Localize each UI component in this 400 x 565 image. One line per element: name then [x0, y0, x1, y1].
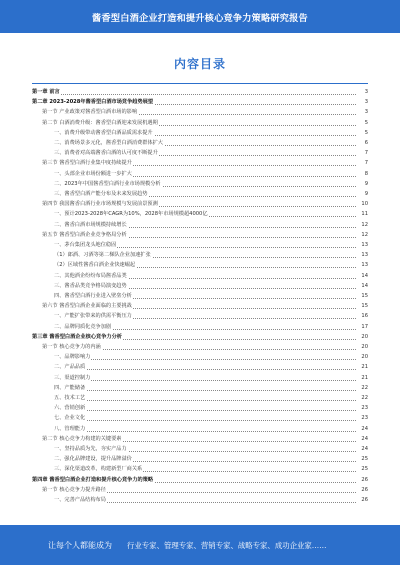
- toc-entry[interactable]: [54, 241, 368, 250]
- toc-entry-text: 二、产品品质: [54, 364, 86, 371]
- toc-page-number: 15: [361, 303, 368, 310]
- toc-entry[interactable]: [54, 251, 368, 260]
- toc-page-number: 9: [364, 191, 368, 197]
- toc-entry-text: 二、2023年中国酱香型白酒行业市场规模分析: [54, 180, 161, 187]
- toc-entry-text: 第二节 核心竞争力构建的关键要素: [42, 435, 122, 442]
- toc-page-number: 13: [361, 252, 368, 259]
- toc-entry-text: 第四章 酱香型白酒企业打造和提升核心竞争力的策略: [32, 476, 154, 483]
- toc-page-number: 21: [361, 364, 368, 371]
- toc-entry[interactable]: [42, 486, 368, 495]
- toc-entry-text: 二、其他酒企纷纷布局酱香品类: [54, 272, 127, 279]
- toc-entry-text: 三、消费者对高端酱香白酒的认可度不断提升: [54, 150, 158, 157]
- toc-entry-text: 第六节 酱香型白酒企业面临的主要挑战: [42, 303, 132, 310]
- toc-entry[interactable]: [54, 353, 368, 362]
- toc-page-number: 24: [361, 435, 368, 442]
- toc-leader-dots: [54, 420, 356, 421]
- toc-entry-text: 一、完善产品结构布局: [54, 497, 106, 503]
- toc-entry[interactable]: [54, 394, 368, 403]
- toc-page-number: 20: [361, 354, 368, 361]
- toc-entry-text: 一、产能扩张带来的供需平衡压力: [54, 313, 132, 320]
- toc-leader-dots: [54, 400, 356, 401]
- toc-page-number: 25: [361, 456, 368, 463]
- toc-page-number: 7: [364, 150, 368, 157]
- toc-entry-text: 一、品牌影响力: [54, 354, 91, 361]
- toc-leader-dots: [54, 369, 356, 370]
- toc-entry[interactable]: [42, 302, 368, 311]
- toc-entry[interactable]: [32, 98, 368, 107]
- toc-page-number: 5: [364, 119, 368, 126]
- toc-entry[interactable]: [54, 496, 368, 505]
- toc-entry-text: （2）区域性酱香白酒企业快速崛起: [54, 262, 136, 269]
- toc-entry-text: 六、营销创新: [54, 405, 86, 412]
- toc-entry-text: 二、酱香白酒市场规模持续增长: [54, 221, 127, 228]
- toc-entry[interactable]: [54, 455, 368, 464]
- toc-leader-dots: [32, 94, 356, 95]
- toc-page-number: 13: [361, 262, 368, 269]
- toc-page-number: 26: [361, 486, 368, 493]
- toc-leader-dots: [54, 390, 356, 391]
- toc-page-number: 5: [364, 129, 368, 136]
- toc-title: 内容目录: [173, 57, 226, 71]
- toc-entry-text: 四、产能储备: [54, 384, 86, 391]
- toc-entry[interactable]: [54, 404, 368, 413]
- toc-page-number: 3: [364, 109, 368, 116]
- toc-entry[interactable]: [54, 363, 368, 372]
- title-divider: [32, 83, 368, 84]
- toc-entry-text: 一、消费升级带动酱香型白酒品质需求提升: [54, 129, 153, 136]
- toc-page-number: 21: [361, 374, 368, 381]
- toc-entry-text: 二、品牌同质化竞争加剧: [54, 323, 112, 330]
- toc-page-number: 22: [361, 384, 368, 391]
- toc-page-number: 24: [361, 446, 368, 452]
- toc-entry[interactable]: [54, 261, 368, 270]
- toc-page-number: 11: [361, 211, 368, 218]
- toc-entry[interactable]: [54, 425, 368, 434]
- toc-leader-dots: [54, 410, 356, 411]
- toc-entry-text: 第三节 酱香型白酒行业集中度持续提升: [42, 160, 132, 167]
- toc-entry-text: （1）郎酒、习酒等第二梯队企业加速扩张: [54, 252, 151, 259]
- toc-entry[interactable]: [54, 374, 368, 383]
- toc-entry[interactable]: [42, 231, 368, 240]
- toc-entry-text: 八、管理能力: [54, 425, 86, 432]
- toc-page-number: 3: [364, 99, 368, 106]
- toc-page-number: 23: [361, 415, 368, 422]
- toc-entry-text: 二、消费场景多元化，酱香型白酒消费群体扩大: [54, 140, 163, 146]
- toc-entry-text: 三、酱香型白酒产能分布及未来发展趋势: [54, 191, 148, 197]
- toc-entry[interactable]: [54, 221, 368, 230]
- toc-page-number: 7: [364, 160, 368, 167]
- toc-entry-text: 第五节 酱香型白酒企业竞争格局分析: [42, 231, 127, 238]
- toc-entry[interactable]: [54, 210, 368, 219]
- toc-page-number: 14: [361, 282, 368, 289]
- toc-entry-text: 第一节 产业政策对酱香型白酒市场的影响: [42, 109, 138, 116]
- header-banner: [0, 0, 400, 33]
- toc-page-number: 13: [361, 242, 368, 248]
- toc-entry-text: 四、酱香型白酒行业进入壁垒分析: [54, 293, 132, 299]
- toc-page-number: 10: [361, 201, 368, 208]
- toc-entry[interactable]: [42, 119, 368, 128]
- toc-entry-text: 第一章 前言: [32, 89, 60, 95]
- footer-banner: [0, 525, 400, 565]
- footer-roles: 行业专家、管理专家、营销专家、战略专家、成功企业家……: [127, 541, 327, 550]
- toc-page-number: 3: [364, 89, 368, 95]
- toc-entry[interactable]: [54, 129, 368, 138]
- toc-page-number: 9: [364, 180, 368, 187]
- toc-page-number: 25: [361, 466, 368, 473]
- toc-entry-text: 三、深化渠道改革，构建新型厂商关系: [54, 466, 143, 473]
- toc-entry-text: 第一节 核心竞争力提升路径: [42, 486, 106, 493]
- toc-page-number: 20: [361, 333, 368, 340]
- toc-entry[interactable]: [42, 435, 368, 444]
- toc-entry-text: 一、预计2023-2028年CAGR为10%，2028年市场规模超4000亿: [54, 211, 208, 218]
- toc-entry[interactable]: [54, 180, 368, 189]
- toc-entry-text: 第四节 我国酱香白酒行业市场规模与发展前景预测: [42, 201, 158, 208]
- report-title: 酱香型白酒企业打造和提升核心竞争力策略研究报告: [92, 13, 308, 24]
- toc-entry[interactable]: [32, 88, 368, 97]
- toc-entry[interactable]: [54, 190, 368, 199]
- toc-page-number: 6: [364, 140, 368, 146]
- toc-entry-text: 三、渠道控制力: [54, 374, 91, 381]
- toc-page-number: 20: [361, 344, 368, 350]
- document-page: [20, 33, 380, 525]
- toc-entry[interactable]: [54, 384, 368, 393]
- toc-entry-text: 一、坚持品质为先，夯实产品力: [54, 446, 127, 452]
- toc-entry-text: 三、酱香品类竞争格局演变趋势: [54, 282, 127, 289]
- toc-entry[interactable]: [54, 414, 368, 423]
- toc-page-number: 8: [364, 170, 368, 177]
- toc-page-number: 26: [361, 497, 368, 503]
- toc-entry-text: 二、强化品牌建设，提升品牌溢价: [54, 456, 132, 463]
- toc-entry-text: 七、企业文化: [54, 415, 86, 422]
- toc-entry-text: 第一节 核心竞争力的内涵: [42, 344, 101, 350]
- toc-leader-dots: [54, 359, 356, 360]
- toc-entry[interactable]: [54, 149, 368, 158]
- toc-entry[interactable]: [32, 476, 368, 485]
- toc-page-number: 23: [361, 405, 368, 412]
- toc-entry[interactable]: [54, 282, 368, 291]
- toc-entry[interactable]: [54, 139, 368, 148]
- toc-entry[interactable]: [54, 170, 368, 179]
- toc-page-number: 14: [361, 272, 368, 279]
- toc-leader-dots: [54, 431, 356, 432]
- toc-page-number: 22: [361, 395, 368, 401]
- toc-entry[interactable]: [42, 343, 368, 352]
- toc-entry-text: 一、茅台集团龙头地位稳固: [54, 242, 117, 248]
- toc-entry[interactable]: [54, 312, 368, 321]
- toc-page-number: 12: [361, 231, 368, 238]
- toc-page-number: 15: [361, 293, 368, 299]
- toc-page-number: 16: [361, 313, 368, 320]
- toc-entry-text: 第二节 白酒消费升级：酱香型白酒迎来发展机遇期: [42, 119, 158, 126]
- toc-page-number: 24: [361, 425, 368, 432]
- toc-entry[interactable]: [42, 159, 368, 168]
- toc-page-number: 26: [361, 476, 368, 483]
- footer-slogan: 让每个人都能成为: [48, 541, 112, 550]
- toc-leader-dots: [54, 380, 356, 381]
- toc-entry[interactable]: [54, 323, 368, 332]
- toc-entry-text: 第二章 2023-2028年酱香型白酒市场竞争趋势展望: [32, 99, 154, 106]
- toc-entry[interactable]: [54, 465, 368, 474]
- toc-page-number: 17: [361, 323, 368, 330]
- toc-entry[interactable]: [42, 108, 368, 117]
- toc-entry[interactable]: [54, 445, 368, 454]
- toc-entry-text: 第三章 酱香型白酒企业核心竞争力分析: [32, 333, 122, 340]
- toc-entry-text: 五、技术工艺: [54, 395, 86, 401]
- toc-entry[interactable]: [54, 292, 368, 301]
- toc-page-number: 12: [361, 221, 368, 228]
- toc-entry-text: 一、头部企业市场份额进一步扩大: [54, 170, 132, 177]
- toc-entry[interactable]: [42, 200, 368, 209]
- toc-entry[interactable]: [32, 333, 368, 342]
- toc-entry[interactable]: [54, 272, 368, 281]
